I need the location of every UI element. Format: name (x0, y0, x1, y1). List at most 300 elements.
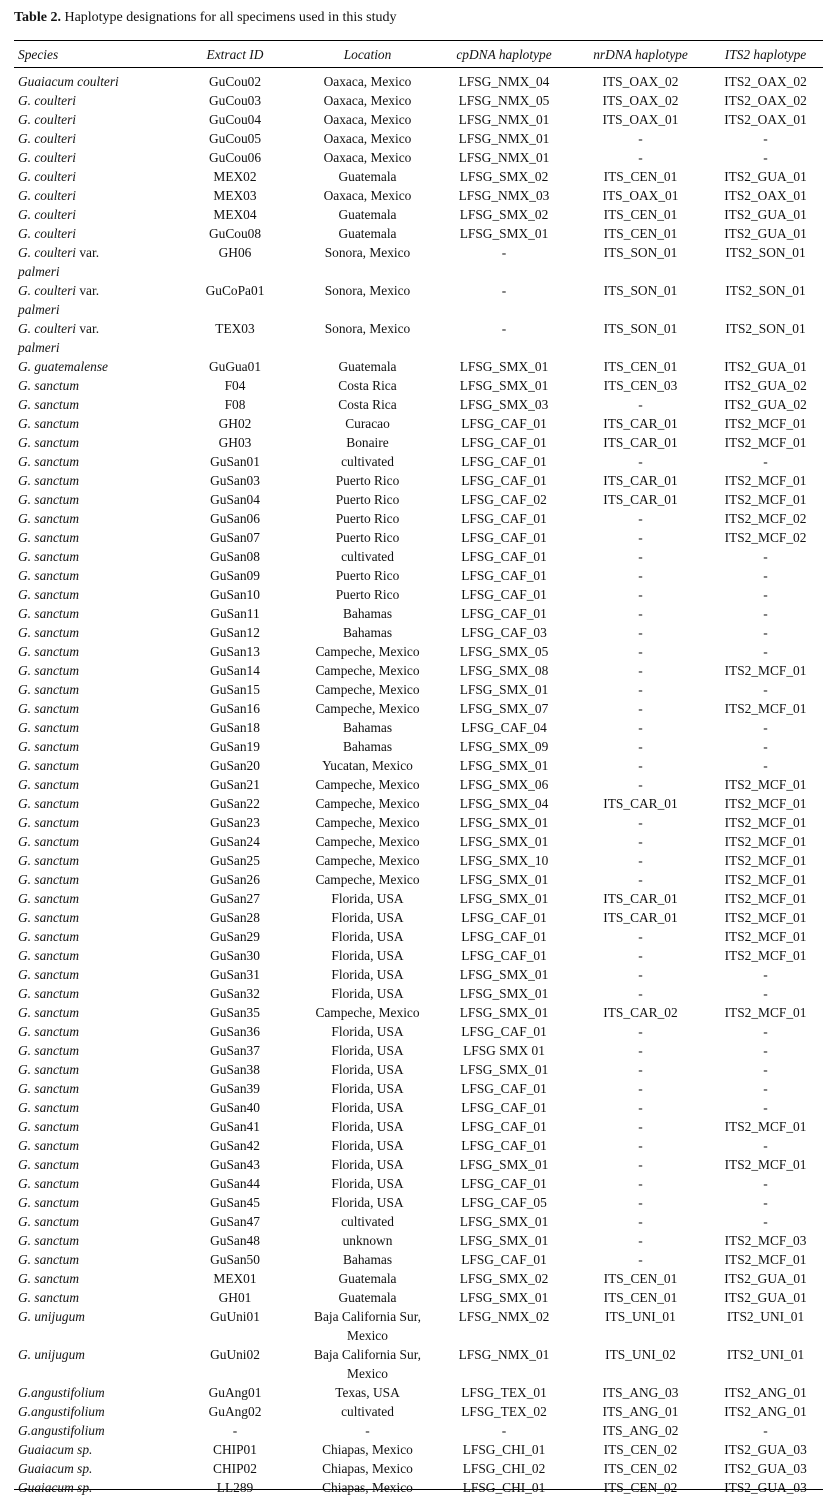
cell-cpdna: LFSG_SMX_01 (459, 834, 549, 849)
table-row (14, 471, 823, 490)
cell-extract-id: CHIP02 (213, 1461, 257, 1476)
cell-extract-id: GuSan45 (210, 1195, 260, 1210)
cell-its2: ITS2_MCF_01 (724, 1157, 807, 1172)
cell-its2: ITS2_MCF_01 (724, 948, 807, 963)
cell-cpdna: LFSG_CAF_01 (461, 1024, 547, 1039)
cell-location: Puerto Rico (335, 568, 400, 583)
table-row (14, 1022, 823, 1041)
cell-extract-id: GuCoPa01 (205, 283, 265, 298)
cell-extract-id: GuSan06 (210, 511, 260, 526)
cell-cpdna: LFSG_CHI_01 (462, 1442, 546, 1457)
cell-nrdna: ITS_CEN_02 (603, 1480, 678, 1495)
cell-location: Oaxaca, Mexico (323, 93, 412, 108)
species-name: G. coulteri (18, 226, 77, 241)
cell-cpdna: - (501, 1423, 507, 1438)
cell-cpdna: LFSG_CAF_01 (461, 549, 547, 564)
cell-location: Texas, USA (335, 1385, 400, 1400)
cell-nrdna: - (638, 948, 643, 963)
cell-nrdna: - (638, 701, 643, 716)
cell-extract-id: GuCou08 (208, 226, 262, 241)
cell-nrdna: ITS_CAR_01 (603, 891, 678, 906)
table-row (14, 414, 823, 433)
species-name: G. sanctum (18, 853, 79, 868)
cell-species (14, 1459, 170, 1478)
cell-nrdna: ITS_CAR_01 (603, 910, 678, 925)
cell-species (14, 661, 170, 680)
cell-its2: ITS2_MCF_01 (724, 796, 807, 811)
cell-species (14, 718, 170, 737)
cell-location: Puerto Rico (335, 492, 400, 507)
cell-extract-id: GuSan04 (210, 492, 260, 507)
cell-species (14, 167, 170, 186)
cell-its2: - (763, 739, 768, 754)
cell-species (14, 1440, 170, 1459)
table-row (14, 129, 823, 148)
cell-extract-id: GuCou02 (208, 74, 262, 89)
table-row (14, 490, 823, 509)
species-name: G. coulteri (18, 112, 77, 127)
species-name: G. sanctum (18, 986, 79, 1001)
species-name: G. sanctum (18, 682, 79, 697)
table-caption-label: Table 2. (14, 10, 61, 25)
cell-extract-id: GuCou03 (208, 93, 262, 108)
header-location: Location (343, 47, 392, 62)
cell-species (14, 1022, 170, 1041)
cell-nrdna: - (638, 1214, 643, 1229)
cell-nrdna: ITS_CAR_01 (603, 416, 678, 431)
cell-extract-id: GuSan41 (210, 1119, 260, 1134)
cell-cpdna: LFSG_CAF_01 (461, 530, 547, 545)
cell-its2: ITS2_GUA_03 (724, 1480, 807, 1495)
cell-location: Campeche, Mexico (315, 853, 420, 868)
cell-nrdna: - (638, 150, 643, 165)
cell-location: Oaxaca, Mexico (323, 74, 412, 89)
cell-location: Costa Rica (338, 378, 397, 393)
cell-its2: ITS2_MCF_01 (724, 910, 807, 925)
header-species: Species (18, 47, 59, 62)
cell-nrdna: ITS_CAR_02 (603, 1005, 678, 1020)
haplotype-table (14, 44, 823, 1497)
cell-species (14, 1003, 170, 1022)
cell-cpdna: LFSG_SMX_01 (459, 1005, 549, 1020)
table-row (14, 699, 823, 718)
species-name: G. sanctum (18, 416, 79, 431)
cell-its2: - (763, 131, 768, 146)
cell-extract-id: GuSan30 (210, 948, 260, 963)
cell-species (14, 813, 170, 832)
cell-nrdna: - (638, 1100, 643, 1115)
cell-extract-id: GuSan09 (210, 568, 260, 583)
table-row (14, 585, 823, 604)
cell-its2: - (763, 549, 768, 564)
cell-nrdna: - (638, 549, 643, 564)
species-name: Guaiacum sp. (18, 1480, 93, 1495)
cell-location: Guatemala (338, 207, 397, 222)
cell-species (14, 642, 170, 661)
species-name: G. sanctum (18, 1081, 79, 1096)
cell-species (14, 376, 170, 395)
cell-species (14, 1307, 170, 1345)
cell-nrdna: - (638, 397, 643, 412)
cell-location: Bahamas (342, 1252, 393, 1267)
cell-nrdna: ITS_ANG_02 (602, 1423, 679, 1438)
cell-nrdna: ITS_CEN_03 (603, 378, 678, 393)
cell-location: Florida, USA (331, 1176, 404, 1191)
cell-nrdna: - (638, 967, 643, 982)
species-name: G. sanctum (18, 739, 79, 754)
cell-location: Florida, USA (331, 1157, 404, 1172)
cell-nrdna: - (638, 986, 643, 1001)
cell-its2: ITS2_MCF_01 (724, 492, 807, 507)
table-row (14, 1307, 823, 1345)
table-row (14, 661, 823, 680)
cell-nrdna: - (638, 1062, 643, 1077)
cell-nrdna: - (638, 511, 643, 526)
cell-extract-id: GuSan40 (210, 1100, 260, 1115)
cell-extract-id: GuSan48 (210, 1233, 260, 1248)
table-row (14, 148, 823, 167)
cell-its2: ITS2_MCF_01 (724, 929, 807, 944)
table-row (14, 110, 823, 129)
species-name: G. coulteri (18, 188, 77, 203)
cell-extract-id: GuSan29 (210, 929, 260, 944)
species-name: G. sanctum (18, 1290, 79, 1305)
cell-location: Bahamas (342, 739, 393, 754)
table-caption (14, 9, 397, 27)
cell-cpdna: LFSG_CAF_01 (461, 1081, 547, 1096)
cell-location: cultivated (341, 454, 394, 469)
cell-its2: - (763, 1024, 768, 1039)
cell-its2: ITS2_MCF_01 (724, 815, 807, 830)
cell-cpdna: LFSG_SMX_10 (459, 853, 549, 868)
cell-species (14, 1136, 170, 1155)
cell-location: Bahamas (342, 720, 393, 735)
cell-nrdna: - (638, 663, 643, 678)
cell-nrdna: ITS_CAR_01 (603, 473, 678, 488)
cell-extract-id: GuSan03 (210, 473, 260, 488)
cell-nrdna: ITS_OAX_02 (602, 74, 679, 89)
cell-location: Sonora, Mexico (324, 283, 411, 298)
cell-its2: - (763, 682, 768, 697)
cell-species (14, 1174, 170, 1193)
cell-cpdna: LFSG_CAF_01 (461, 435, 547, 450)
cell-cpdna: LFSG_SMX_01 (459, 1062, 549, 1077)
cell-cpdna: LFSG_SMX_05 (459, 644, 549, 659)
cell-location: Campeche, Mexico (315, 815, 420, 830)
cell-its2: - (763, 150, 768, 165)
cell-its2: ITS2_MCF_01 (724, 416, 807, 431)
table-body (14, 66, 823, 1497)
cell-its2: - (763, 986, 768, 1001)
cell-extract-id: GuUni01 (210, 1309, 260, 1324)
cell-species (14, 965, 170, 984)
cell-cpdna: LFSG_SMX_07 (459, 701, 549, 716)
table-row (14, 775, 823, 794)
species-name: G. sanctum (18, 568, 79, 583)
species-name: Guaiacum sp. (18, 1461, 93, 1476)
cell-its2: - (763, 1062, 768, 1077)
table-row (14, 281, 823, 319)
species-name: G. sanctum (18, 587, 79, 602)
table-row (14, 642, 823, 661)
cell-location: Guatemala (338, 1271, 397, 1286)
cell-its2: ITS2_ANG_01 (724, 1404, 807, 1419)
table-row (14, 1421, 823, 1440)
species-name: G. sanctum (18, 1119, 79, 1134)
cell-its2: ITS2_GUA_01 (724, 1290, 807, 1305)
cell-nrdna: ITS_SON_01 (603, 321, 678, 336)
cell-cpdna: LFSG_CAF_02 (461, 492, 547, 507)
species-name: G. coulteri (18, 245, 77, 260)
cell-species (14, 585, 170, 604)
cell-its2: ITS2_MCF_01 (724, 473, 807, 488)
cell-location: Guatemala (338, 169, 397, 184)
cell-nrdna: ITS_CEN_02 (603, 1442, 678, 1457)
table-row (14, 395, 823, 414)
cell-cpdna: LFSG_SMX_01 (459, 1157, 549, 1172)
cell-species (14, 281, 170, 319)
species-name: G. sanctum (18, 492, 79, 507)
cell-extract-id: GuSan37 (210, 1043, 260, 1058)
cell-species (14, 737, 170, 756)
cell-extract-id: GuSan15 (210, 682, 260, 697)
cell-species (14, 927, 170, 946)
table-row (14, 1060, 823, 1079)
cell-its2: ITS2_MCF_01 (724, 701, 807, 716)
table-row (14, 794, 823, 813)
cell-extract-id: GuSan23 (210, 815, 260, 830)
cell-location: Puerto Rico (335, 511, 400, 526)
cell-cpdna: LFSG_SMX_01 (459, 815, 549, 830)
cell-location: Oaxaca, Mexico (323, 112, 412, 127)
cell-its2: - (763, 967, 768, 982)
cell-location: Campeche, Mexico (315, 663, 420, 678)
cell-location: Chiapas, Mexico (322, 1461, 413, 1476)
table-row (14, 1288, 823, 1307)
cell-extract-id: MEX04 (213, 207, 257, 222)
cell-cpdna: LFSG_CHI_01 (462, 1480, 546, 1495)
table-row (14, 1440, 823, 1459)
cell-extract-id: GuUni02 (210, 1347, 260, 1362)
cell-extract-id: GH01 (218, 1290, 252, 1305)
species-name: Guaiacum sp. (18, 1442, 93, 1457)
cell-species (14, 1269, 170, 1288)
table-row (14, 832, 823, 851)
species-name: G. sanctum (18, 929, 79, 944)
cell-its2: ITS2_OAX_02 (724, 93, 807, 108)
cell-its2: ITS2_MCF_01 (724, 777, 807, 792)
cell-extract-id: GuAng01 (208, 1385, 262, 1400)
cell-species (14, 756, 170, 775)
cell-its2: ITS2_GUA_02 (724, 378, 807, 393)
cell-extract-id: GuSan12 (210, 625, 260, 640)
cell-nrdna: - (638, 1157, 643, 1172)
cell-its2: - (763, 568, 768, 583)
cell-cpdna: LFSG_CAF_01 (461, 910, 547, 925)
species-name: G. sanctum (18, 1157, 79, 1172)
cell-cpdna: LFSG_SMX_01 (459, 872, 549, 887)
cell-species (14, 452, 170, 471)
cell-its2: - (763, 1081, 768, 1096)
cell-nrdna: ITS_CEN_01 (603, 359, 678, 374)
cell-cpdna: LFSG_SMX_01 (459, 378, 549, 393)
cell-location: Florida, USA (331, 967, 404, 982)
species-name: G. coulteri (18, 169, 77, 184)
table-row (14, 1402, 823, 1421)
cell-extract-id: GuSan19 (210, 739, 260, 754)
species-name: G. sanctum (18, 948, 79, 963)
cell-location: Guatemala (338, 226, 397, 241)
cell-its2: ITS2_UNI_01 (726, 1309, 805, 1324)
species-name: G. sanctum (18, 1043, 79, 1058)
cell-location: Puerto Rico (335, 587, 400, 602)
cell-species (14, 566, 170, 585)
cell-its2: - (763, 625, 768, 640)
cell-nrdna: - (638, 853, 643, 868)
cell-species (14, 471, 170, 490)
cell-its2: ITS2_GUA_01 (724, 169, 807, 184)
cell-its2: ITS2_ANG_01 (724, 1385, 807, 1400)
cell-location: Florida, USA (331, 1062, 404, 1077)
cell-cpdna: LFSG_CAF_03 (461, 625, 547, 640)
species-name: G. sanctum (18, 1138, 79, 1153)
cell-its2: - (763, 1176, 768, 1191)
cell-its2: ITS2_MCF_03 (724, 1233, 807, 1248)
cell-its2: - (763, 1195, 768, 1210)
table-row (14, 927, 823, 946)
cell-cpdna: LFSG_SMX_01 (459, 1233, 549, 1248)
cell-species (14, 1345, 170, 1383)
cell-nrdna: ITS_CEN_01 (603, 1290, 678, 1305)
cell-nrdna: - (638, 1043, 643, 1058)
cell-cpdna: LFSG_CAF_01 (461, 929, 547, 944)
cell-location: Chiapas, Mexico (322, 1442, 413, 1457)
cell-its2: ITS2_GUA_03 (724, 1442, 807, 1457)
cell-location: Florida, USA (331, 1043, 404, 1058)
species-rank: var. (76, 321, 100, 336)
cell-cpdna: LFSG_SMX_01 (459, 967, 549, 982)
cell-extract-id: GuSan27 (210, 891, 260, 906)
cell-nrdna: - (638, 568, 643, 583)
cell-cpdna: LFSG_CAF_01 (461, 1252, 547, 1267)
cell-species (14, 1421, 170, 1440)
cell-cpdna: LFSG_NMX_02 (458, 1309, 550, 1324)
cell-species (14, 490, 170, 509)
cell-cpdna: LFSG_SMX_02 (459, 207, 549, 222)
cell-cpdna: LFSG_NMX_03 (458, 188, 550, 203)
cell-location: Curacao (345, 416, 390, 431)
cell-extract-id: GuCou04 (208, 112, 262, 127)
cell-cpdna: LFSG_CHI_02 (462, 1461, 546, 1476)
header-extract-id: Extract ID (206, 47, 264, 62)
cell-cpdna: LFSG_CAF_04 (461, 720, 547, 735)
cell-species (14, 91, 170, 110)
cell-extract-id: GuSan43 (210, 1157, 260, 1172)
table-row (14, 756, 823, 775)
cell-its2: ITS2_UNI_01 (726, 1347, 805, 1362)
cell-extract-id: GuSan08 (210, 549, 260, 564)
cell-cpdna: LFSG_SMX_04 (459, 796, 549, 811)
table-row (14, 623, 823, 642)
cell-location: Florida, USA (331, 1081, 404, 1096)
cell-location: Sonora, Mexico (324, 321, 411, 336)
table-row (14, 1269, 823, 1288)
species-name: G. coulteri (18, 150, 77, 165)
cell-location: cultivated (341, 1404, 394, 1419)
cell-location: Oaxaca, Mexico (323, 188, 412, 203)
cell-species (14, 1155, 170, 1174)
cell-its2: ITS2_OAX_01 (724, 112, 807, 127)
cell-species (14, 357, 170, 376)
table-row (14, 1345, 823, 1383)
species-name: G. sanctum (18, 511, 79, 526)
cell-species (14, 509, 170, 528)
table-row (14, 528, 823, 547)
species-name: G.angustifolium (18, 1423, 105, 1438)
table-row (14, 1155, 823, 1174)
species-variety: palmeri (18, 264, 60, 279)
table-row (14, 566, 823, 585)
cell-extract-id: GuSan11 (210, 606, 260, 621)
cell-location: Campeche, Mexico (315, 701, 420, 716)
table-row (14, 718, 823, 737)
cell-its2: ITS2_MCF_01 (724, 891, 807, 906)
species-name: G. sanctum (18, 1214, 79, 1229)
table-row (14, 1117, 823, 1136)
cell-species (14, 1041, 170, 1060)
species-name: G. sanctum (18, 435, 79, 450)
table-row (14, 1041, 823, 1060)
cell-its2: - (763, 1043, 768, 1058)
table-row (14, 452, 823, 471)
table-row (14, 1174, 823, 1193)
cell-cpdna: LFSG_TEX_01 (461, 1385, 547, 1400)
cell-its2: ITS2_MCF_01 (724, 663, 807, 678)
cell-cpdna: LFSG_NMX_01 (458, 131, 550, 146)
cell-cpdna: LFSG_TEX_02 (461, 1404, 547, 1419)
cell-species (14, 433, 170, 452)
table-row (14, 1003, 823, 1022)
cell-cpdna: LFSG_CAF_01 (461, 1119, 547, 1134)
species-name: G. sanctum (18, 701, 79, 716)
cell-location: Florida, USA (331, 1119, 404, 1134)
table-row (14, 1212, 823, 1231)
table-row (14, 1193, 823, 1212)
cell-location: Bonaire (346, 435, 389, 450)
cell-location: Florida, USA (331, 948, 404, 963)
cell-species (14, 680, 170, 699)
cell-species (14, 110, 170, 129)
cell-its2: ITS2_MCF_01 (724, 1252, 807, 1267)
cell-its2: ITS2_MCF_02 (724, 511, 807, 526)
cell-species (14, 66, 170, 91)
table-row (14, 243, 823, 281)
cell-cpdna: LFSG_SMX_01 (459, 226, 549, 241)
cell-location: Florida, USA (331, 910, 404, 925)
cell-species (14, 1231, 170, 1250)
cell-cpdna: LFSG_NMX_05 (458, 93, 550, 108)
cell-cpdna: LFSG_SMX_09 (459, 739, 549, 754)
cell-species (14, 604, 170, 623)
table-row (14, 1136, 823, 1155)
cell-location: Campeche, Mexico (315, 834, 420, 849)
cell-nrdna: - (638, 777, 643, 792)
cell-nrdna: ITS_ANG_03 (602, 1385, 679, 1400)
species-name: G. sanctum (18, 891, 79, 906)
cell-cpdna: LFSG_CAF_01 (461, 568, 547, 583)
cell-nrdna: ITS_CAR_01 (603, 796, 678, 811)
cell-nrdna: - (638, 1119, 643, 1134)
